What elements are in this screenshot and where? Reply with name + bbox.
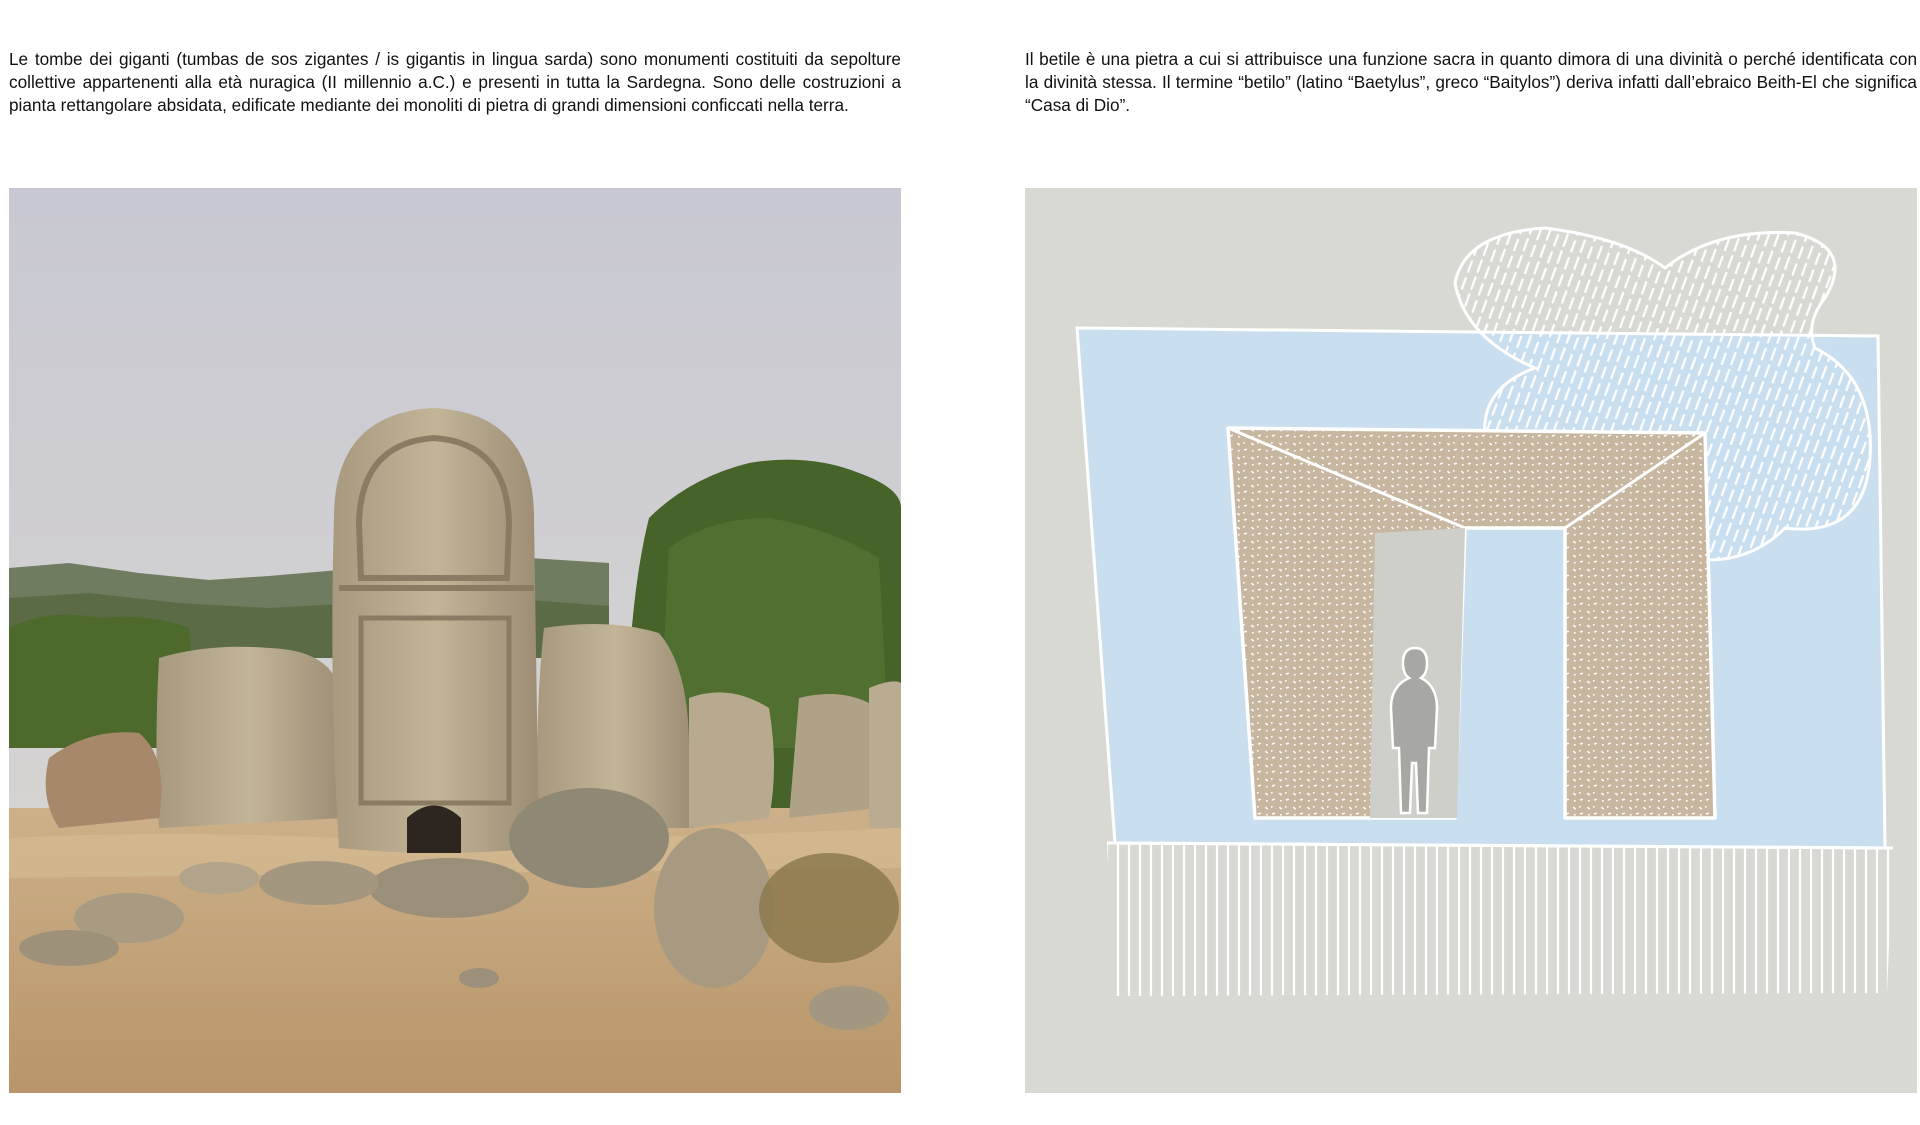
tomb-description: Le tombe dei giganti (tumbas de sos zigantes / is gigantis in lingua sarda) sono monumenti costituiti da sepolture collettive appartenenti alla età nuragica (II millennio a.C.) e presenti in tutta la Sardegna. Sono delle costruzioni a pianta rettangolare absidata, edificate mediante dei monoliti di pietra di grandi dimensioni conficcati nella terra. [9,49,901,115]
giants-tomb-photo [9,188,901,1093]
betile-sketch [1025,188,1917,1093]
betile-description: Il betile è una pietra a cui si attribuisce una funzione sacra in quanto dimora di una divinità o perché identificata con la divinità stessa. Il termine “betilo” (latino “Baetylus”, greco “Baitylos”) deriva infatti dall’ebraico Beith-El che significa “Casa di Dio”. [1025,49,1917,115]
